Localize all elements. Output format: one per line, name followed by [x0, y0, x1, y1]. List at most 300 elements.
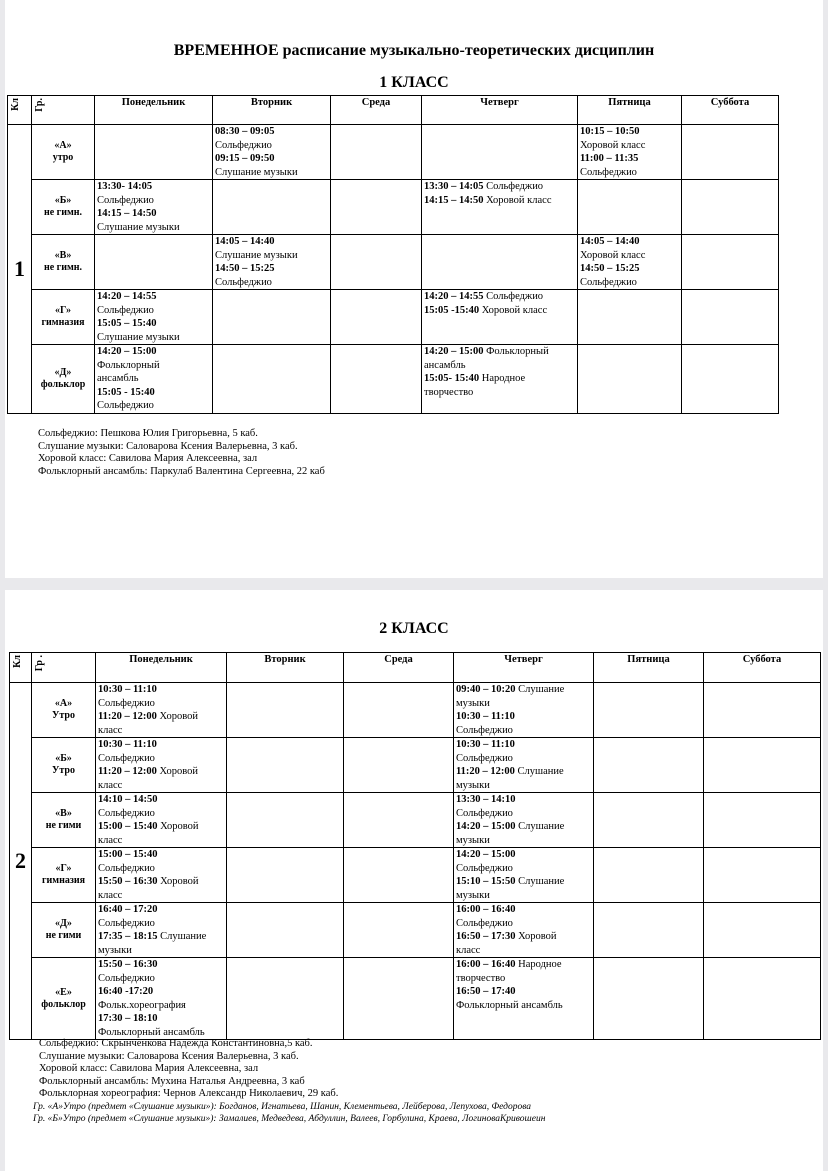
- col-kl-header: Кл: [10, 653, 32, 683]
- lesson-time: 09:40 – 10:20: [456, 684, 516, 695]
- schedule-cell: [344, 738, 454, 793]
- lesson-line: [456, 752, 591, 766]
- day-header: Понедельник: [95, 96, 213, 125]
- lesson-line: [97, 180, 210, 194]
- lesson-subject: Сольфеджио: [98, 917, 155, 929]
- lesson-line: [215, 249, 328, 263]
- lesson-line: [98, 944, 224, 958]
- schedule-cell: [454, 848, 594, 903]
- group-cell: [32, 290, 95, 345]
- lesson-time: 16:50 – 17:30: [456, 931, 516, 942]
- schedule-cell: [454, 793, 594, 848]
- day-header: Суббота: [682, 96, 779, 125]
- lesson-line: [97, 345, 210, 359]
- schedule-cell: [594, 683, 704, 738]
- col-kl-header: Кл: [8, 96, 32, 125]
- lesson-subject: Сольфеджио: [483, 181, 544, 192]
- schedule-cell: [422, 290, 578, 345]
- teacher-note: Хоровой класс: Савилова Мария Алексеевна, зал: [38, 453, 258, 465]
- lesson-line: [424, 386, 575, 400]
- group-cell: [32, 125, 95, 180]
- lesson-subject: класс: [98, 889, 123, 901]
- schedule-cell: [422, 345, 578, 414]
- lesson-time: 14:20 – 14:55: [424, 291, 484, 302]
- schedule-cell: [454, 958, 594, 1040]
- schedule-cell: [682, 345, 779, 414]
- schedule-cell: [594, 903, 704, 958]
- lesson-line: [98, 930, 224, 944]
- page-1: [5, 0, 823, 578]
- lesson-line: [456, 875, 591, 889]
- group-label: Утро: [52, 710, 75, 721]
- lesson-subject: Хоровой класс: [479, 304, 548, 316]
- lesson-subject: Хоровой: [157, 821, 199, 832]
- header-row: [10, 653, 821, 683]
- class-1-teachers: [38, 428, 325, 478]
- lesson-line: [424, 194, 575, 208]
- lesson-line: [580, 262, 679, 276]
- lesson-subject: Фольклорный: [483, 346, 549, 357]
- schedule-cell: [422, 180, 578, 235]
- lesson-time: 15:00 – 15:40: [98, 849, 158, 860]
- lesson-line: [98, 999, 224, 1013]
- schedule-cell: [704, 793, 821, 848]
- lesson-time: 14:20 – 14:55: [97, 291, 157, 302]
- group-label: «Д»: [55, 918, 72, 929]
- lesson-subject: Хоровой: [156, 766, 198, 777]
- lesson-subject: Сольфеджио: [98, 752, 155, 764]
- schedule-cell: [227, 738, 344, 793]
- lesson-time: 14:15 – 14:50: [424, 194, 484, 206]
- lesson-line: [456, 765, 591, 779]
- table-row: [10, 958, 821, 1040]
- lesson-time: 14:50 – 15:25: [215, 263, 275, 274]
- lesson-time: 14:20 – 15:00: [424, 346, 484, 357]
- lesson-subject: класс: [98, 779, 123, 791]
- schedule-cell: [422, 125, 578, 180]
- lesson-subject: Фольклорный: [97, 359, 160, 371]
- class-1-heading: 1 КЛАСС: [379, 74, 449, 91]
- lesson-line: [456, 779, 591, 793]
- schedule-cell: [594, 738, 704, 793]
- lesson-line: [456, 683, 591, 697]
- lesson-line: [456, 944, 591, 958]
- lesson-subject: Сольфеджио: [215, 139, 272, 151]
- lesson-time: 08:30 – 09:05: [215, 126, 275, 137]
- lesson-line: [98, 765, 224, 779]
- schedule-cell: [454, 903, 594, 958]
- lesson-subject: музыки: [98, 944, 132, 956]
- table-row: [8, 125, 779, 180]
- lesson-line: [215, 139, 328, 153]
- group-label: «Б»: [55, 753, 72, 764]
- lesson-line: [98, 958, 224, 972]
- lesson-line: [98, 820, 224, 834]
- lesson-line: [97, 207, 210, 221]
- schedule-cell: [682, 235, 779, 290]
- lesson-subject: музыки: [456, 697, 490, 709]
- lesson-time: 10:30 – 11:10: [456, 739, 515, 750]
- lesson-line: [98, 807, 224, 821]
- lesson-time: 16:50 – 17:40: [456, 986, 516, 997]
- lesson-time: 16:00 – 16:40: [456, 904, 516, 915]
- schedule-cell: [227, 683, 344, 738]
- lesson-line: [97, 290, 210, 304]
- lesson-time: 15:10 – 15:50: [456, 876, 516, 887]
- day-header: Среда: [331, 96, 422, 125]
- day-header: Среда: [344, 653, 454, 683]
- schedule-cell: [344, 903, 454, 958]
- lesson-line: [456, 862, 591, 876]
- lesson-line: [215, 125, 328, 139]
- schedule-cell: [227, 958, 344, 1040]
- group-cell: [32, 848, 96, 903]
- lesson-time: 14:20 – 15:00: [456, 849, 516, 860]
- class-2-heading: 2 КЛАСС: [379, 620, 449, 637]
- lesson-time: 13:30 – 14:10: [456, 794, 516, 805]
- lesson-subject: Сольфеджио: [456, 807, 513, 819]
- group-label: «Е»: [55, 986, 72, 998]
- lesson-line: [456, 958, 591, 972]
- schedule-cell: [344, 848, 454, 903]
- schedule-cell: [594, 958, 704, 1040]
- lesson-time: 10:30 – 11:10: [456, 711, 515, 722]
- day-header: Понедельник: [96, 653, 227, 683]
- lesson-line: [98, 697, 224, 711]
- lesson-line: [580, 125, 679, 139]
- table-row: [8, 180, 779, 235]
- lesson-line: [424, 359, 575, 373]
- lesson-line: [424, 180, 575, 194]
- lesson-line: [98, 848, 224, 862]
- lesson-subject: Слушание: [515, 684, 565, 695]
- lesson-line: [456, 917, 591, 931]
- group-label: «Г»: [54, 305, 72, 316]
- group-label: Утро: [52, 765, 75, 776]
- teacher-note: Хоровой класс: Савилова Мария Алексеевна, зал: [39, 1063, 259, 1075]
- lesson-line: [98, 834, 224, 848]
- schedule-cell: [578, 235, 682, 290]
- lesson-time: 17:30 – 18:10: [98, 1013, 158, 1024]
- lesson-time: 14:10 – 14:50: [98, 794, 158, 805]
- schedule-cell: [454, 738, 594, 793]
- document-title: ВРЕМЕННОЕ расписание музыкально-теоретических дисциплин: [173, 42, 655, 59]
- lesson-subject: Сольфеджио: [98, 972, 155, 984]
- lesson-subject: Сольфеджио: [215, 276, 272, 288]
- lesson-line: [98, 724, 224, 738]
- lesson-line: [98, 917, 224, 931]
- lesson-subject: класс: [98, 724, 123, 736]
- schedule-cell: [96, 738, 227, 793]
- lesson-line: [97, 372, 210, 386]
- lesson-time: 15:05 -15:40: [424, 304, 480, 316]
- lesson-line: [97, 331, 210, 345]
- schedule-cell: [594, 793, 704, 848]
- group-label: «Д»: [54, 366, 72, 378]
- schedule-cell: [96, 848, 227, 903]
- schedule-cell: [682, 290, 779, 345]
- group-cell: [32, 958, 96, 1040]
- lesson-subject: Сольфеджио: [97, 400, 154, 411]
- group-label: «Б»: [54, 195, 72, 206]
- schedule-cell: [213, 180, 331, 235]
- schedule-cell: [331, 345, 422, 414]
- lesson-line: [456, 793, 591, 807]
- schedule-cell: [95, 290, 213, 345]
- group-label: «Г»: [55, 863, 72, 874]
- day-header: Вторник: [213, 96, 331, 125]
- lesson-line: [424, 290, 575, 304]
- lesson-line: [580, 249, 679, 263]
- teacher-note: Фольклорная хореография: Чернов Александр Николаевич, 29 каб.: [39, 1088, 339, 1100]
- schedule-cell: [578, 345, 682, 414]
- schedule-cell: [95, 345, 213, 414]
- lesson-line: [215, 276, 328, 290]
- schedule-cell: [594, 848, 704, 903]
- lesson-subject: Сольфеджио: [98, 697, 155, 709]
- lesson-line: [580, 166, 679, 180]
- lesson-subject: Сольфеджио: [97, 304, 154, 316]
- lesson-time: 10:15 – 10:50: [580, 126, 640, 137]
- lesson-subject: Сольфеджио: [98, 862, 155, 874]
- lesson-time: 14:05 – 14:40: [580, 236, 640, 247]
- group-label: «В»: [55, 808, 72, 819]
- table-row: [10, 793, 821, 848]
- lesson-time: 16:00 – 16:40: [456, 959, 516, 970]
- schedule-cell: [344, 958, 454, 1040]
- class-number: 1: [8, 125, 32, 414]
- lesson-line: [98, 710, 224, 724]
- schedule-cell: [95, 125, 213, 180]
- group-cell: [32, 793, 96, 848]
- lesson-line: [424, 304, 575, 318]
- lesson-subject: Сольфеджио: [483, 291, 544, 302]
- lesson-line: [456, 972, 591, 986]
- lesson-line: [456, 848, 591, 862]
- group-note: Гр. «Б»Утро (предмет «Слушание музыки»): Замалиев, Медведева, Абдуллин, Валеев, Горбулина, Краева, ЛогиноваКривошеин: [33, 1113, 546, 1124]
- lesson-line: [97, 194, 210, 208]
- lesson-subject: Сольфеджио: [580, 276, 637, 288]
- lesson-time: 09:15 – 09:50: [215, 153, 275, 164]
- lesson-line: [580, 235, 679, 249]
- schedule-cell: [331, 180, 422, 235]
- schedule-cell: [331, 125, 422, 180]
- teacher-note: Сольфеджио: Пешкова Юлия Григорьевна, 5 каб.: [38, 428, 258, 439]
- lesson-subject: Слушание: [514, 766, 564, 777]
- lesson-line: [215, 235, 328, 249]
- lesson-subject: Хоровой: [515, 931, 557, 942]
- lesson-time: 14:20 – 15:00: [456, 821, 516, 832]
- schedule-cell: [454, 683, 594, 738]
- schedule-cell: [578, 180, 682, 235]
- lesson-line: [456, 930, 591, 944]
- lesson-time: 14:20 – 15:00: [97, 346, 157, 357]
- class-2-teachers: [33, 1038, 546, 1125]
- lesson-time: 14:15 – 14:50: [97, 208, 157, 219]
- lesson-line: [98, 793, 224, 807]
- lesson-line: [580, 276, 679, 290]
- schedule-cell: [227, 903, 344, 958]
- group-cell: [32, 903, 96, 958]
- lesson-subject: класс: [456, 944, 481, 956]
- group-label: фольклор: [41, 998, 86, 1010]
- schedule-cell: [96, 958, 227, 1040]
- schedule-cell: [95, 180, 213, 235]
- lesson-line: [456, 834, 591, 848]
- group-label: «А»: [54, 140, 72, 151]
- lesson-subject: класс: [98, 834, 123, 846]
- table-row: [8, 345, 779, 414]
- schedule-cell: [704, 958, 821, 1040]
- lesson-line: [98, 779, 224, 793]
- lesson-line: [97, 317, 210, 331]
- lesson-time: 16:40 – 17:20: [98, 904, 158, 915]
- lesson-line: [97, 386, 210, 400]
- teacher-note: Фольклорный ансамбль: Паркулаб Валентина Сергеевна, 22 каб: [38, 465, 325, 477]
- teacher-note: Слушание музыки: Саловарова Ксения Валерьевна, 3 каб.: [38, 440, 298, 452]
- lesson-subject: Сольфеджио: [580, 166, 637, 178]
- lesson-subject: музыки: [456, 834, 490, 846]
- lesson-subject: Народное: [515, 959, 562, 970]
- schedule-cell: [704, 903, 821, 958]
- day-header: Четверг: [454, 653, 594, 683]
- lesson-line: [580, 139, 679, 153]
- class-number: 2: [10, 683, 32, 1040]
- table-row: [10, 738, 821, 793]
- group-label: гимназия: [41, 875, 86, 886]
- table-row: [8, 235, 779, 290]
- lesson-subject: Сольфеджио: [456, 724, 513, 736]
- lesson-subject: Слушание: [515, 821, 565, 832]
- day-header: Четверг: [422, 96, 578, 125]
- lesson-subject: Хоровой: [157, 876, 199, 887]
- lesson-line: [98, 738, 224, 752]
- day-header: Пятница: [594, 653, 704, 683]
- group-label: не гимн.: [43, 207, 83, 218]
- lesson-time: 15:05 - 15:40: [97, 386, 155, 398]
- col-group-header: Гр.: [32, 96, 95, 125]
- header-row: [8, 96, 779, 125]
- schedule-cell: [213, 290, 331, 345]
- group-cell: [32, 738, 96, 793]
- schedule-cell: [331, 290, 422, 345]
- lesson-time: 17:35 – 18:15: [98, 931, 158, 942]
- lesson-time: 10:30 – 11:10: [98, 684, 157, 695]
- lesson-line: [456, 807, 591, 821]
- lesson-subject: Фольклорный ансамбль: [98, 1026, 205, 1038]
- class-2-schedule-table: [9, 652, 821, 1040]
- lesson-time: 15:50 – 16:30: [98, 959, 158, 970]
- group-cell: [32, 180, 95, 235]
- group-cell: [32, 345, 95, 414]
- lesson-line: [97, 221, 210, 235]
- schedule-cell: [704, 683, 821, 738]
- lesson-line: [456, 697, 591, 711]
- lesson-line: [98, 683, 224, 697]
- lesson-subject: творчество: [424, 386, 474, 398]
- lesson-line: [424, 345, 575, 359]
- lesson-line: [456, 999, 591, 1013]
- lesson-subject: Слушание музыки: [215, 249, 298, 261]
- lesson-subject: Фольклорный ансамбль: [456, 999, 563, 1011]
- lesson-line: [98, 985, 224, 999]
- schedule-cell: [96, 903, 227, 958]
- lesson-time: 15:05- 15:40: [424, 373, 480, 384]
- day-header: Вторник: [227, 653, 344, 683]
- teacher-note: Сольфеджио: Скрынченкова Надежда Константиновна,5 каб.: [39, 1038, 313, 1049]
- lesson-line: [424, 372, 575, 386]
- teacher-note: Слушание музыки: Саловарова Ксения Валерьевна, 3 каб.: [39, 1050, 299, 1062]
- lesson-line: [98, 889, 224, 903]
- group-cell: [32, 235, 95, 290]
- lesson-line: [98, 1012, 224, 1026]
- lesson-subject: Слушание: [157, 931, 207, 942]
- lesson-subject: Слушание музыки: [97, 331, 180, 343]
- table-row: [10, 848, 821, 903]
- lesson-subject: Народное: [479, 373, 526, 384]
- group-label: утро: [52, 152, 74, 163]
- lesson-time: 15:50 – 16:30: [98, 876, 158, 887]
- schedule-cell: [95, 235, 213, 290]
- schedule-cell: [213, 125, 331, 180]
- lesson-line: [215, 262, 328, 276]
- lesson-subject: Сольфеджио: [97, 194, 154, 206]
- schedule-cell: [96, 793, 227, 848]
- table-row: [10, 683, 821, 738]
- lesson-line: [97, 304, 210, 318]
- lesson-subject: Хоровой класс: [483, 194, 552, 206]
- lesson-line: [98, 972, 224, 986]
- lesson-time: 11:20 – 12:00: [98, 711, 157, 722]
- lesson-line: [456, 889, 591, 903]
- schedule-cell: [96, 683, 227, 738]
- schedule-cell: [704, 738, 821, 793]
- lesson-subject: Слушание музыки: [215, 166, 298, 178]
- lesson-line: [98, 752, 224, 766]
- col-group-header: Гр .: [32, 653, 96, 683]
- schedule-cell: [227, 793, 344, 848]
- lesson-subject: Хоровой класс: [580, 139, 646, 151]
- lesson-line: [456, 738, 591, 752]
- schedule-cell: [578, 125, 682, 180]
- group-cell: [32, 683, 96, 738]
- table-row: [10, 903, 821, 958]
- schedule-cell: [422, 235, 578, 290]
- schedule-cell: [704, 848, 821, 903]
- lesson-line: [456, 710, 591, 724]
- lesson-time: 11:20 – 12:00: [456, 766, 515, 777]
- lesson-time: 14:50 – 15:25: [580, 263, 640, 274]
- schedule-cell: [578, 290, 682, 345]
- lesson-line: [97, 359, 210, 373]
- class-1-schedule-table: [7, 95, 779, 414]
- group-label: фольклор: [40, 378, 86, 390]
- lesson-subject: Сольфеджио: [98, 807, 155, 819]
- lesson-subject: Сольфеджио: [456, 752, 513, 764]
- day-header: Суббота: [704, 653, 821, 683]
- lesson-time: 13:30 – 14:05: [424, 181, 484, 192]
- schedule-cell: [213, 345, 331, 414]
- group-label: не гимн.: [43, 262, 83, 273]
- schedule-cell: [344, 683, 454, 738]
- group-label: «В»: [54, 250, 72, 261]
- lesson-time: 11:00 – 11:35: [580, 153, 639, 164]
- lesson-time: 10:30 – 11:10: [98, 739, 157, 750]
- lesson-subject: Слушание музыки: [97, 221, 180, 233]
- lesson-subject: Сольфеджио: [456, 917, 513, 929]
- lesson-subject: Фольк.хореография: [98, 999, 186, 1011]
- lesson-time: 16:40 -17:20: [98, 986, 154, 997]
